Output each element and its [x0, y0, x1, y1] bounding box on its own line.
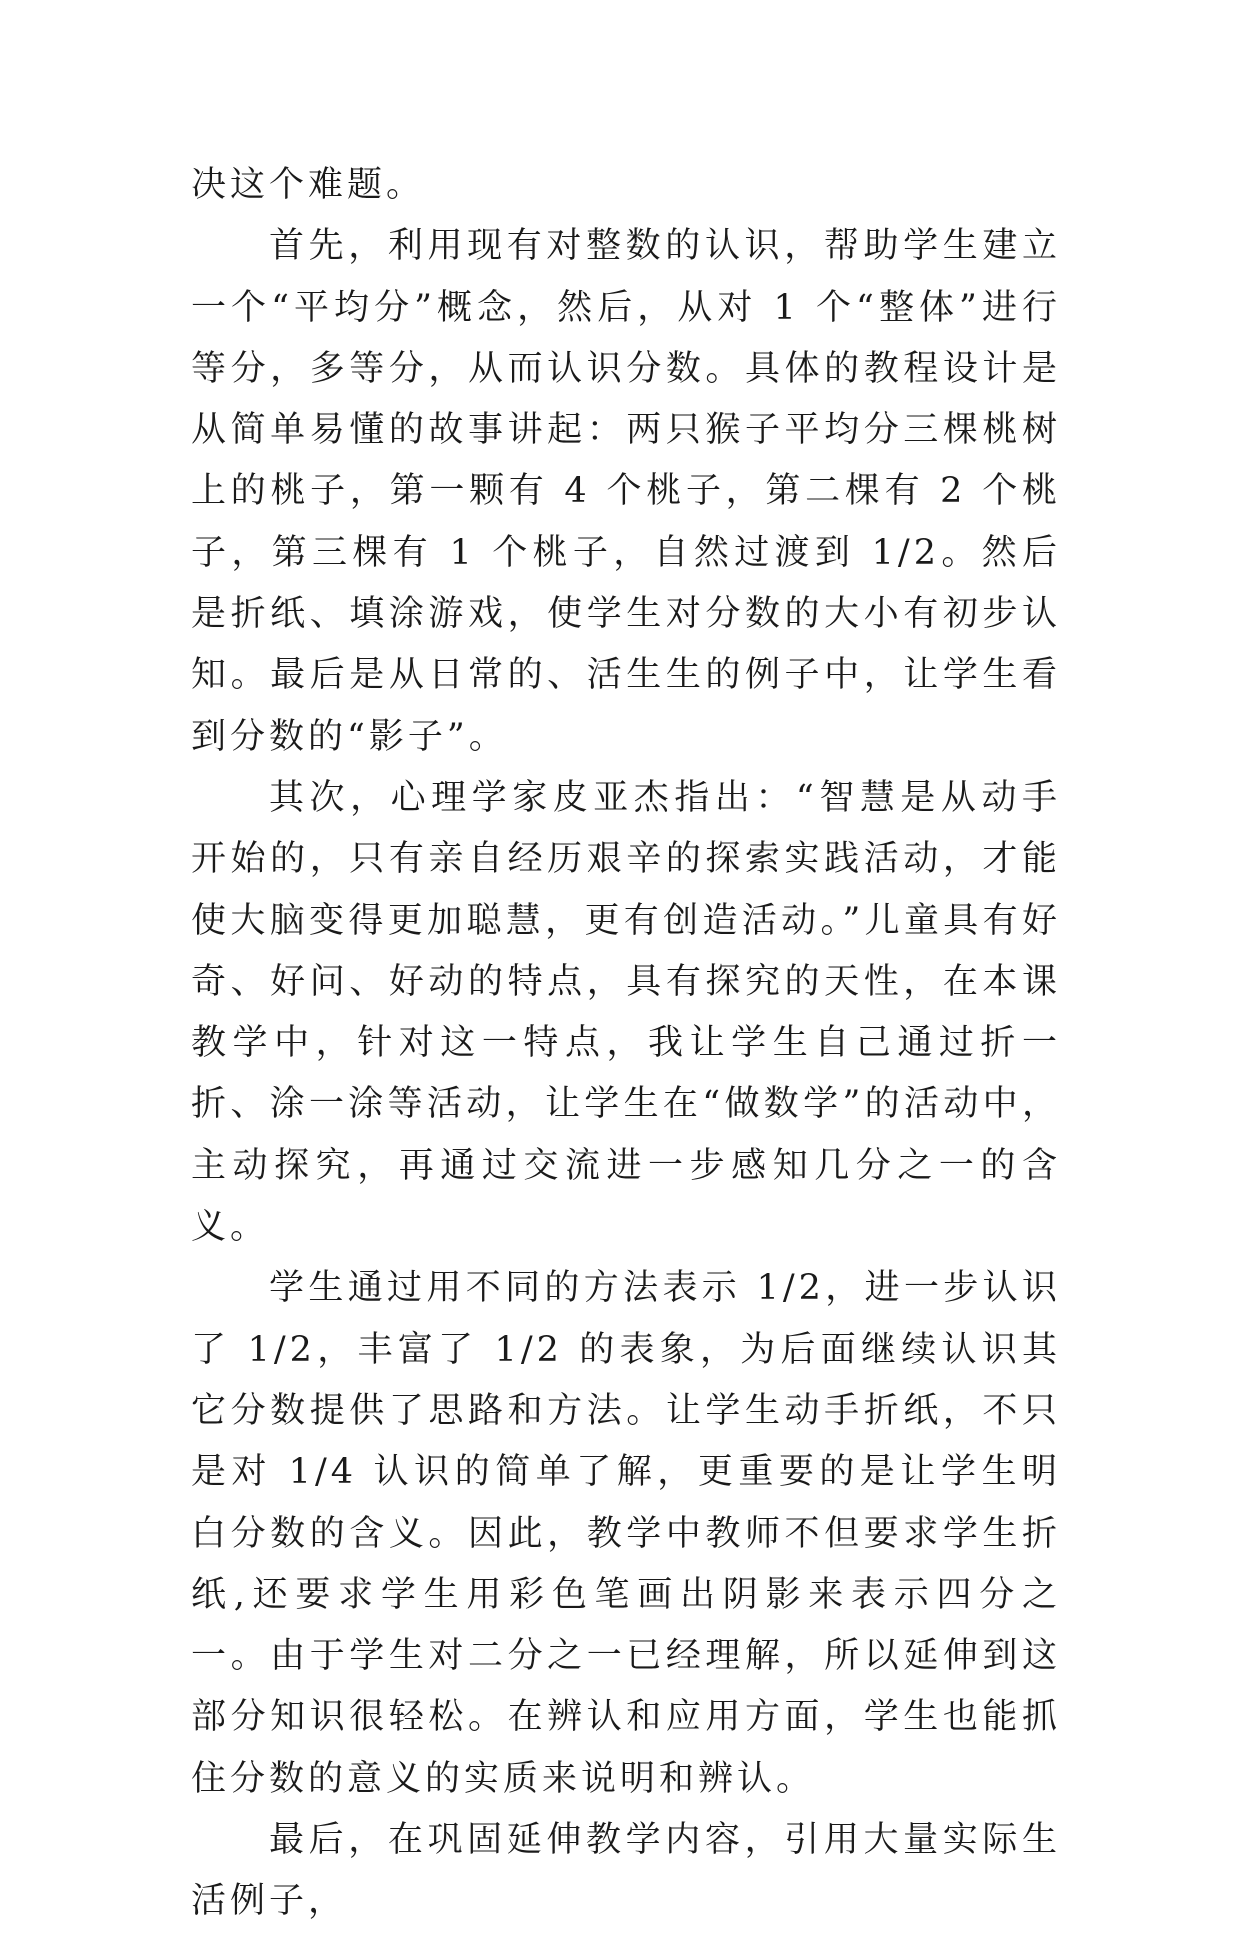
paragraph-second: 其次，心理学家皮亚杰指出：“智慧是从动手开始的，只有亲自经历艰辛的探索实践活动，才能使大脑变得更加聪慧，更有创造活动。”儿童具有好奇、好问、好动的特点，具有探究的天性，在本课教学中，针对这一特点，我让学生自己通过折一折、涂一涂等活动，让学生在“做数学”的活动中，主动探究，再通过交流进一步感知几分之一的含义。	[191, 777, 1061, 1248]
paragraph-last: 最后，在巩固延伸教学内容，引用大量实际生活例子，	[191, 1820, 1061, 1922]
paragraph-continuation: 决这个难题。	[191, 165, 426, 205]
paragraph-third: 学生通过用不同的方法表示 1/2，进一步认识了 1/2，丰富了 1/2 的表象，为后面继续认识其它分数提供了思路和方法。让学生动手折纸，不只是对 1/4 认识的简单了解，更重要的是让学生明白分数的含义。因此，教学中教师不但要求学生折纸,还要求学生用彩色笔画出阴影来表示四分之一。由于学生对二分之一已经理解，所以延伸到这部分知识很轻松。在辨认和应用方面，学生也能抓住分数的意义的实质来说明和辨认。	[191, 1268, 1061, 1799]
paragraph-first: 首先，利用现有对整数的认识，帮助学生建立一个“平均分”概念，然后，从对 1 个“整体”进行等分，多等分，从而认识分数。具体的教程设计是从简单易懂的故事讲起：两只猴子平均分三棵桃树上的桃子，第一颗有 4 个桃子，第二棵有 2 个桃子，第三棵有 1 个桃子，自然过渡到 1/2。然后是折纸、填涂游戏，使学生对分数的大小有初步认知。最后是从日常的、活生生的例子中，让学生看到分数的“影子”。	[191, 226, 1061, 757]
document-body	[191, 155, 1061, 1933]
